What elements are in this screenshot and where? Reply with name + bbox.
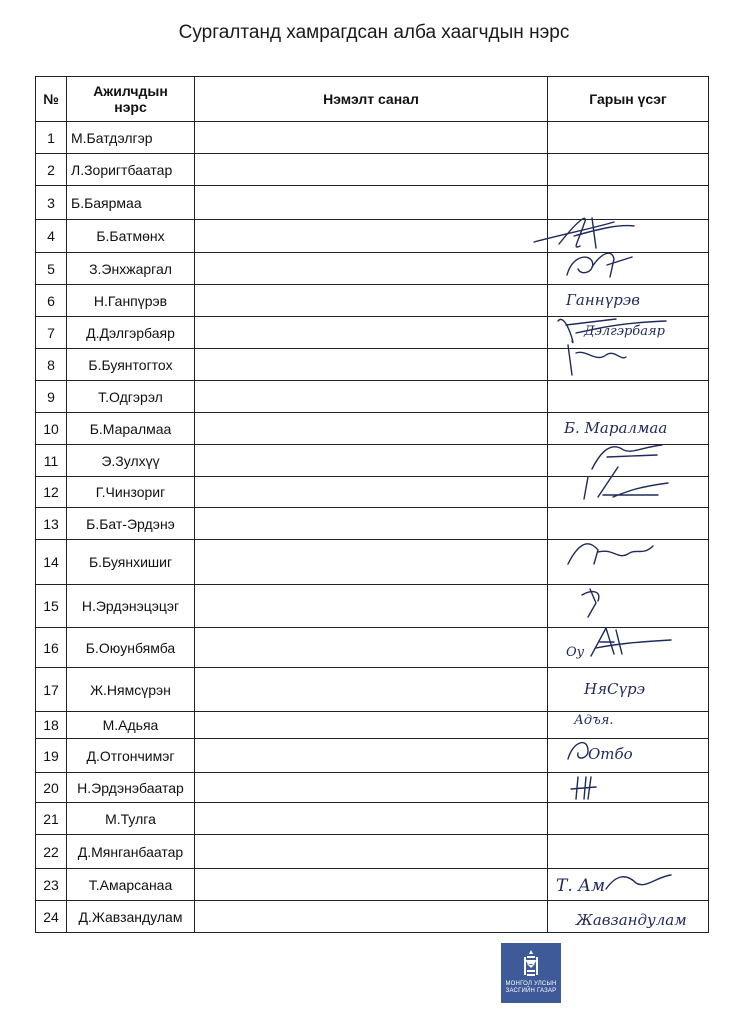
employee-name: Э.Зулхүү <box>67 445 195 477</box>
additional-note-cell <box>195 803 548 835</box>
row-number: 17 <box>36 668 67 712</box>
handwritten-signature <box>556 895 706 935</box>
header-employee-name <box>67 77 195 122</box>
additional-note-cell <box>195 712 548 739</box>
table-row <box>36 803 709 835</box>
signature-cell <box>548 773 709 803</box>
handwritten-signature <box>556 767 706 807</box>
handwritten-signature <box>556 622 706 662</box>
additional-note-cell <box>195 869 548 901</box>
table-row <box>36 477 709 508</box>
additional-note-cell <box>195 508 548 540</box>
row-number: 9 <box>36 381 67 413</box>
additional-note-cell <box>195 285 548 317</box>
row-number: 22 <box>36 835 67 869</box>
employee-name: З.Энхжаргал <box>67 253 195 285</box>
svg-text:НяСүрэ: НяСүрэ <box>584 680 646 698</box>
svg-text:Оу: Оу <box>566 645 585 660</box>
employee-name: Б.Батмөнх <box>67 220 195 253</box>
employee-name: Г.Чинзориг <box>67 477 195 508</box>
handwritten-signature <box>558 471 708 511</box>
additional-note-cell <box>195 220 548 253</box>
signature-cell <box>548 668 709 712</box>
additional-note-cell <box>195 668 548 712</box>
header-additional-note: Нэмэлт санал <box>195 77 548 122</box>
additional-note-cell <box>195 317 548 349</box>
additional-note-cell <box>195 154 548 186</box>
row-number: 14 <box>36 540 67 585</box>
svg-text:Жавзандулам: Жавзандулам <box>576 911 687 929</box>
handwritten-signature <box>552 579 702 619</box>
attendee-table <box>35 76 709 933</box>
additional-note-cell <box>195 186 548 220</box>
employee-name: Б.Маралмаа <box>67 413 195 445</box>
row-number: 23 <box>36 869 67 901</box>
soyombo-emblem-icon <box>518 949 544 979</box>
row-number: 12 <box>36 477 67 508</box>
signature-cell <box>548 154 709 186</box>
handwritten-signature <box>564 662 714 702</box>
additional-note-cell <box>195 739 548 773</box>
row-number: 8 <box>36 349 67 381</box>
employee-name: М.Тулга <box>67 803 195 835</box>
handwritten-signature <box>558 534 708 574</box>
employee-name: М.Батдэлгэр <box>67 122 195 154</box>
additional-note-cell <box>195 835 548 869</box>
signature-cell <box>548 901 709 933</box>
row-number: 18 <box>36 712 67 739</box>
svg-text:Дэлгэрбаяр: Дэлгэрбаяр <box>584 324 665 339</box>
additional-note-cell <box>195 349 548 381</box>
employee-name: Б.Баярмаа <box>67 186 195 220</box>
row-number: 16 <box>36 628 67 668</box>
additional-note-cell <box>195 585 548 628</box>
employee-name: Н.Эрдэнэбаатар <box>67 773 195 803</box>
row-number: 11 <box>36 445 67 477</box>
table-row <box>36 540 709 585</box>
signature-cell <box>548 349 709 381</box>
table-row <box>36 668 709 712</box>
table-row <box>36 901 709 933</box>
table-row <box>36 773 709 803</box>
additional-note-cell <box>195 901 548 933</box>
row-number: 13 <box>36 508 67 540</box>
employee-name: Д.Отгончимэг <box>67 739 195 773</box>
table-row <box>36 122 709 154</box>
svg-text:Адъя.: Адъя. <box>574 713 614 728</box>
row-number: 6 <box>36 285 67 317</box>
row-number: 7 <box>36 317 67 349</box>
additional-note-cell <box>195 122 548 154</box>
additional-note-cell <box>195 381 548 413</box>
header-name-line1: Ажилчдын <box>93 83 168 99</box>
employee-name: Н.Ганпүрэв <box>67 285 195 317</box>
employee-name: М.Адьяа <box>67 712 195 739</box>
table-row <box>36 154 709 186</box>
header-signature: Гарын үсэг <box>548 77 709 122</box>
employee-name: Л.Зоригтбаатар <box>67 154 195 186</box>
header-name-line2: нэрс <box>114 99 147 115</box>
header-number: № <box>36 77 67 122</box>
row-number: 15 <box>36 585 67 628</box>
svg-text:Ганнүрэв: Ганнүрэв <box>566 291 640 309</box>
row-number: 4 <box>36 220 67 253</box>
additional-note-cell <box>195 540 548 585</box>
employee-name: Т.Одгэрэл <box>67 381 195 413</box>
row-number: 1 <box>36 122 67 154</box>
emblem-text-line2: ЗАСГИЙН ГАЗАР <box>505 988 557 994</box>
svg-text:Б. Маралмаа: Б. Маралмаа <box>564 419 668 437</box>
svg-text:Отбо: Отбо <box>588 745 633 763</box>
signature-cell <box>548 803 709 835</box>
signature-cell <box>548 477 709 508</box>
employee-name: Д.Дэлгэрбаяр <box>67 317 195 349</box>
row-number: 20 <box>36 773 67 803</box>
signature-cell <box>548 122 709 154</box>
employee-name: Т.Амарсанаа <box>67 869 195 901</box>
emblem-text-line1: МОНГОЛ УЛСЫН <box>505 981 557 987</box>
additional-note-cell <box>195 773 548 803</box>
row-number: 19 <box>36 739 67 773</box>
svg-text:Т. Ам: Т. Ам <box>556 876 606 896</box>
table-header-row <box>36 77 709 122</box>
table-row <box>36 349 709 381</box>
employee-name: Д.Жавзандулам <box>67 901 195 933</box>
row-number: 21 <box>36 803 67 835</box>
employee-name: Б.Оюунбямба <box>67 628 195 668</box>
document-title: Сургалтанд хамрагдсан алба хаагчдын нэрс <box>178 22 570 43</box>
employee-name: Б.Буянтогтох <box>67 349 195 381</box>
signature-cell <box>548 540 709 585</box>
employee-name: Н.Эрдэнэцэцэг <box>67 585 195 628</box>
employee-name: Ж.Нямсүрэн <box>67 668 195 712</box>
handwritten-signature <box>556 343 706 383</box>
additional-note-cell <box>195 445 548 477</box>
additional-note-cell <box>195 413 548 445</box>
government-emblem <box>501 943 561 1003</box>
additional-note-cell <box>195 628 548 668</box>
employee-name: Б.Буянхишиг <box>67 540 195 585</box>
employee-name: Д.Мянганбаатар <box>67 835 195 869</box>
employee-name: Б.Бат-Эрдэнэ <box>67 508 195 540</box>
additional-note-cell <box>195 477 548 508</box>
row-number: 10 <box>36 413 67 445</box>
row-number: 24 <box>36 901 67 933</box>
additional-note-cell <box>195 253 548 285</box>
row-number: 3 <box>36 186 67 220</box>
row-number: 2 <box>36 154 67 186</box>
row-number: 5 <box>36 253 67 285</box>
